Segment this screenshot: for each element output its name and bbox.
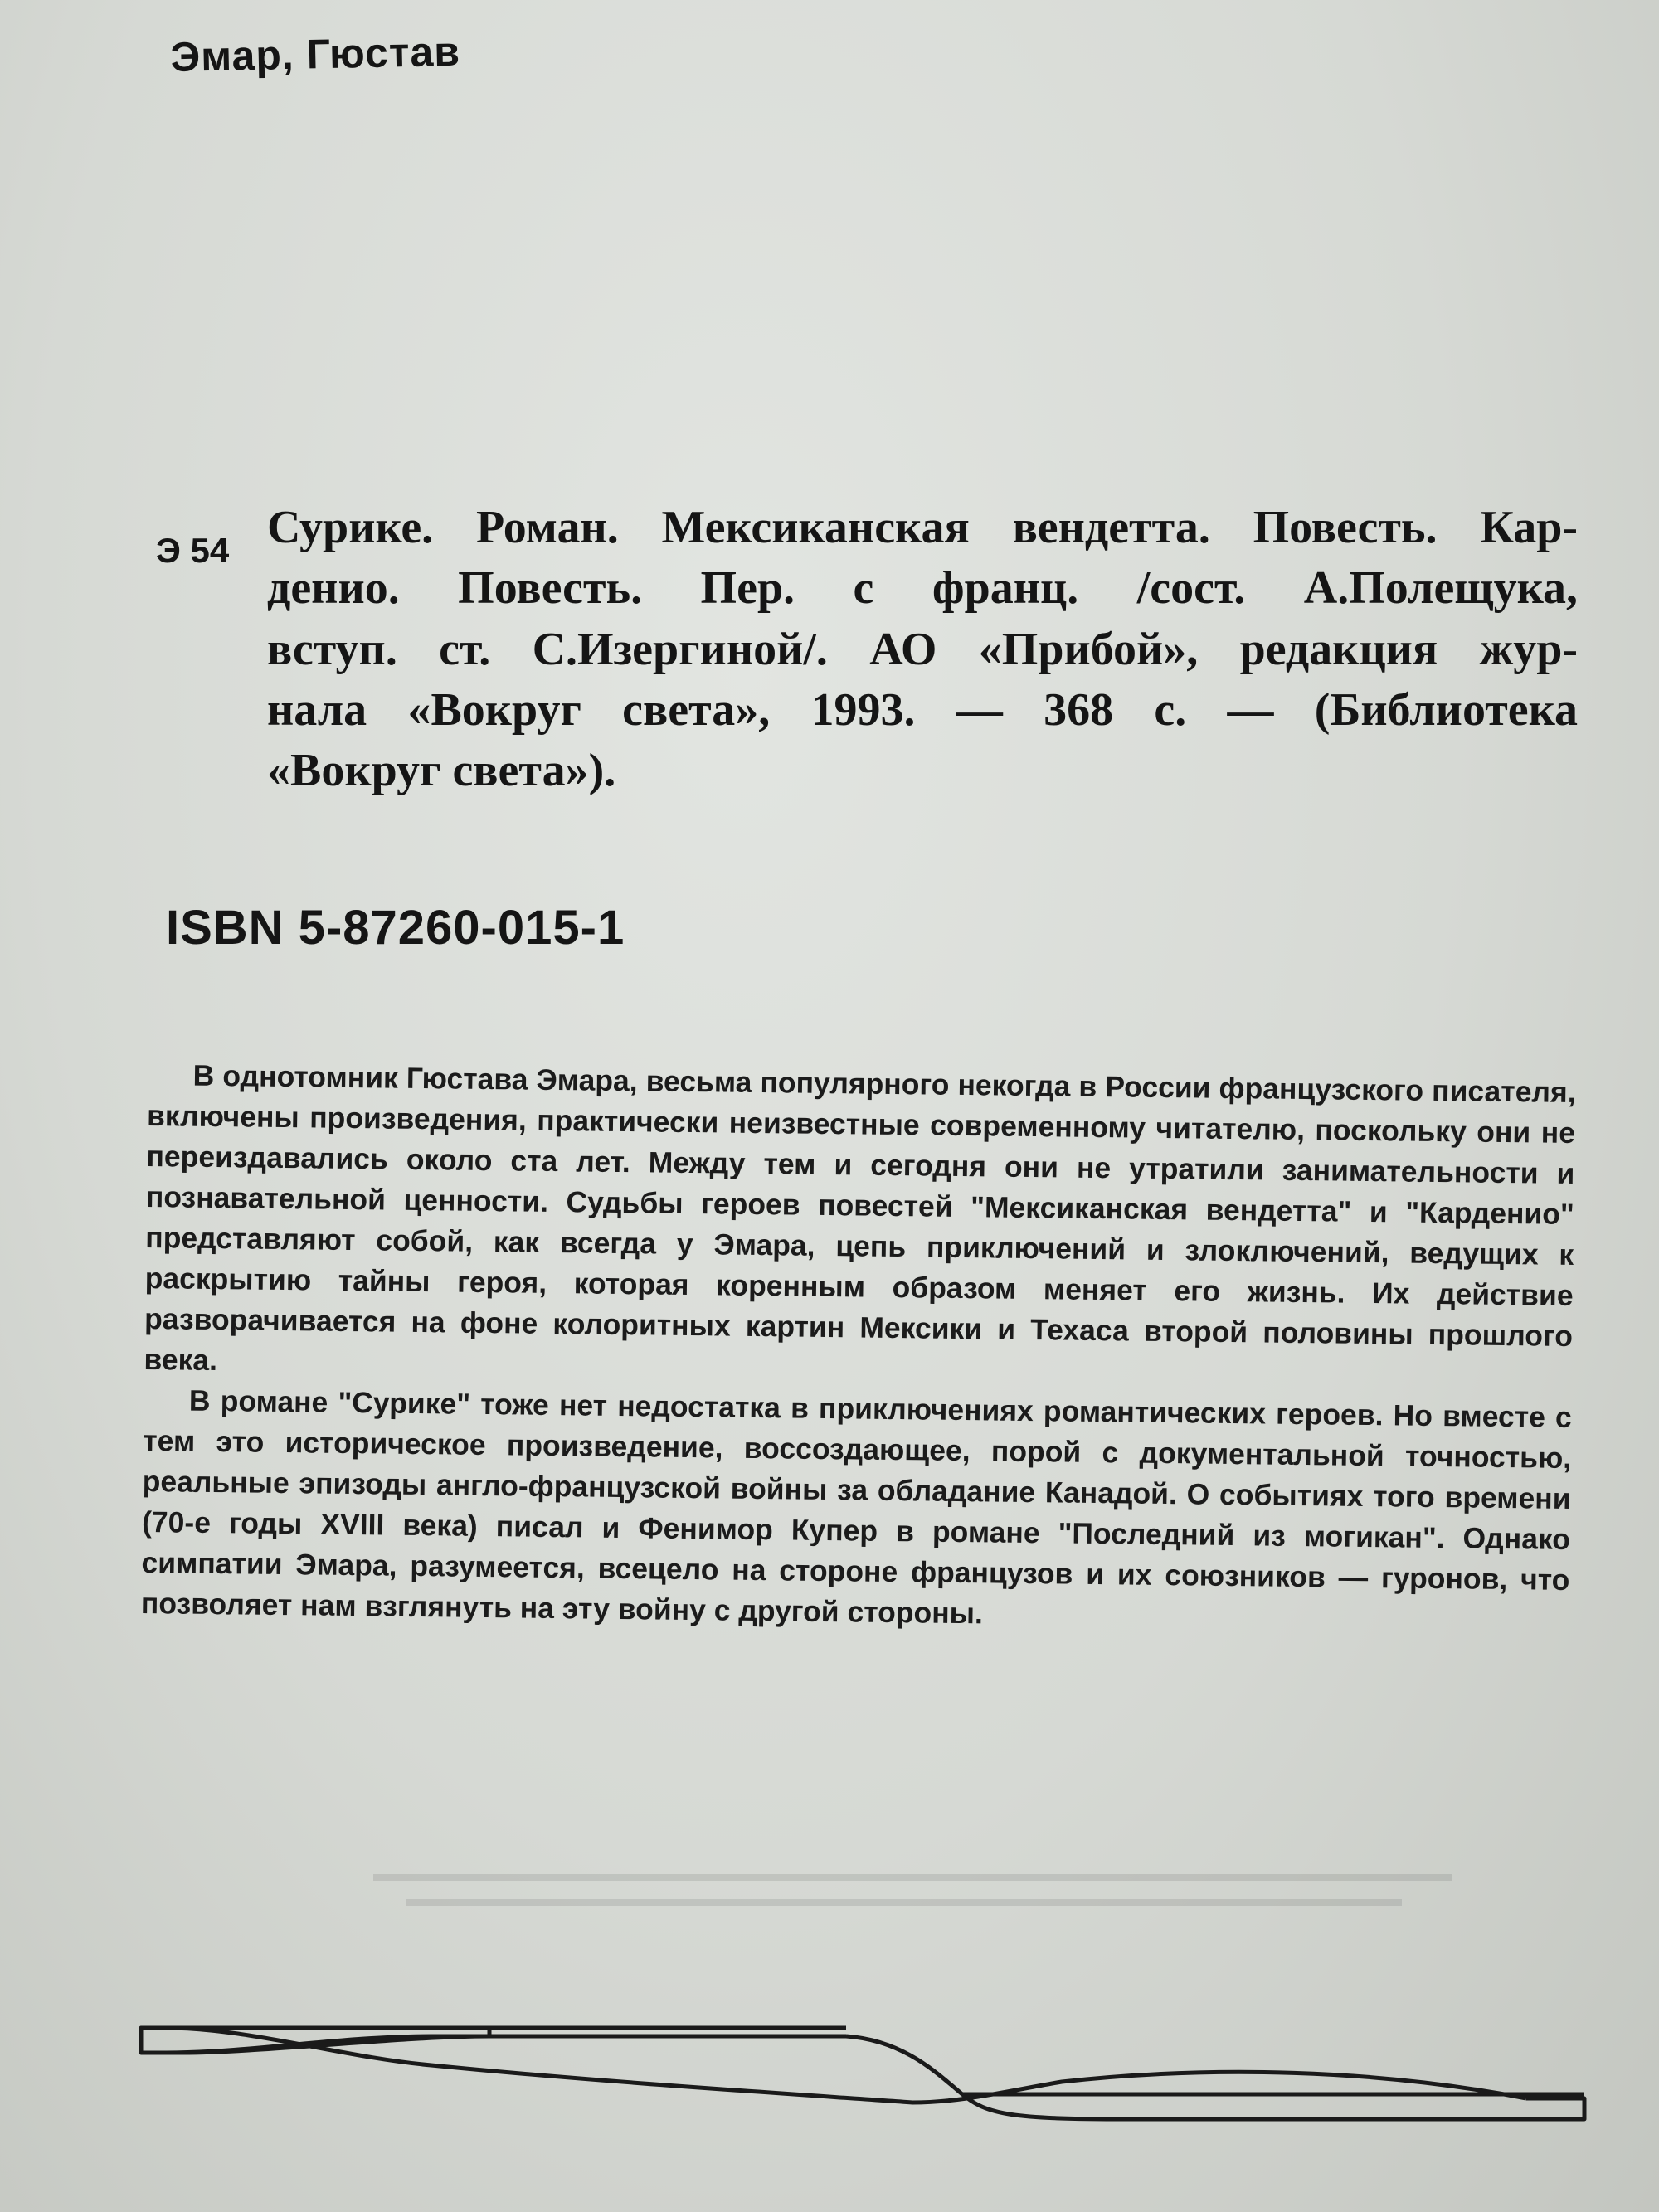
- bibliographic-line: «Вокруг света»).: [267, 745, 616, 797]
- annotation-paragraph: В однотомник Гюстава Эмара, весьма популярного некогда в России французского писателя, включены произведения, практически неизвестные современному читателю, поскольку они не переиздавались около ста лет. Между тем и сегодня они не утратили занимательности и познавательной ценности. Судьбы героев повестей "Мексиканская вендетта" и "Карденио" представляют собой, как всегда у Эмара, цепь приключений и злоключений, ведущих к раскрытию тайны героя, которая коренным образом меняет его жизнь. Их действие разворачивается на фоне колоритных картин Мексики и Техаса второй половины прошлого века.: [144, 1058, 1576, 1378]
- bibliographic-line: Сурике. Роман. Мексиканская вендетта. Повесть. Кар-: [267, 502, 1578, 553]
- bibliographic-line: нала «Вокруг света», 1993. — 368 с. — (Библиотека: [267, 684, 1578, 737]
- bibliographic-line: вступ. ст. С.Изергиной/. АО «Прибой», редакция жур-: [267, 623, 1578, 675]
- library-code: Э 54: [156, 531, 230, 570]
- annotation-paragraph: В романе "Сурике" тоже нет недостатка в приключениях романтических героев. Но вместе с тем это историческое произведение, воссоздающее, порой с документальной точностью, реальные эпизоды англо-французской войны за обладание Канадой. О событиях того времени (70-е годы XVIII века) писал и Фенимор Купер в романе "Последний из могикан". Однако симпатии Эмара, разумеется, всецело на стороне французов и их союзников — гуронов, что позволяет нам взглянуть на эту войну с другой стороны.: [140, 1383, 1573, 1631]
- bibliographic-description: [267, 498, 1578, 802]
- author-heading: Эмар, Гюстав: [170, 27, 461, 80]
- isbn: ISBN 5-87260-015-1: [166, 901, 625, 955]
- decorative-twisted-rule: [133, 2003, 1593, 2127]
- bibliographic-line: денио. Повесть. Пер. с франц. /сост. А.Полещука,: [267, 562, 1578, 615]
- annotation: [141, 1055, 1576, 1641]
- show-through-print: [373, 1866, 1452, 1924]
